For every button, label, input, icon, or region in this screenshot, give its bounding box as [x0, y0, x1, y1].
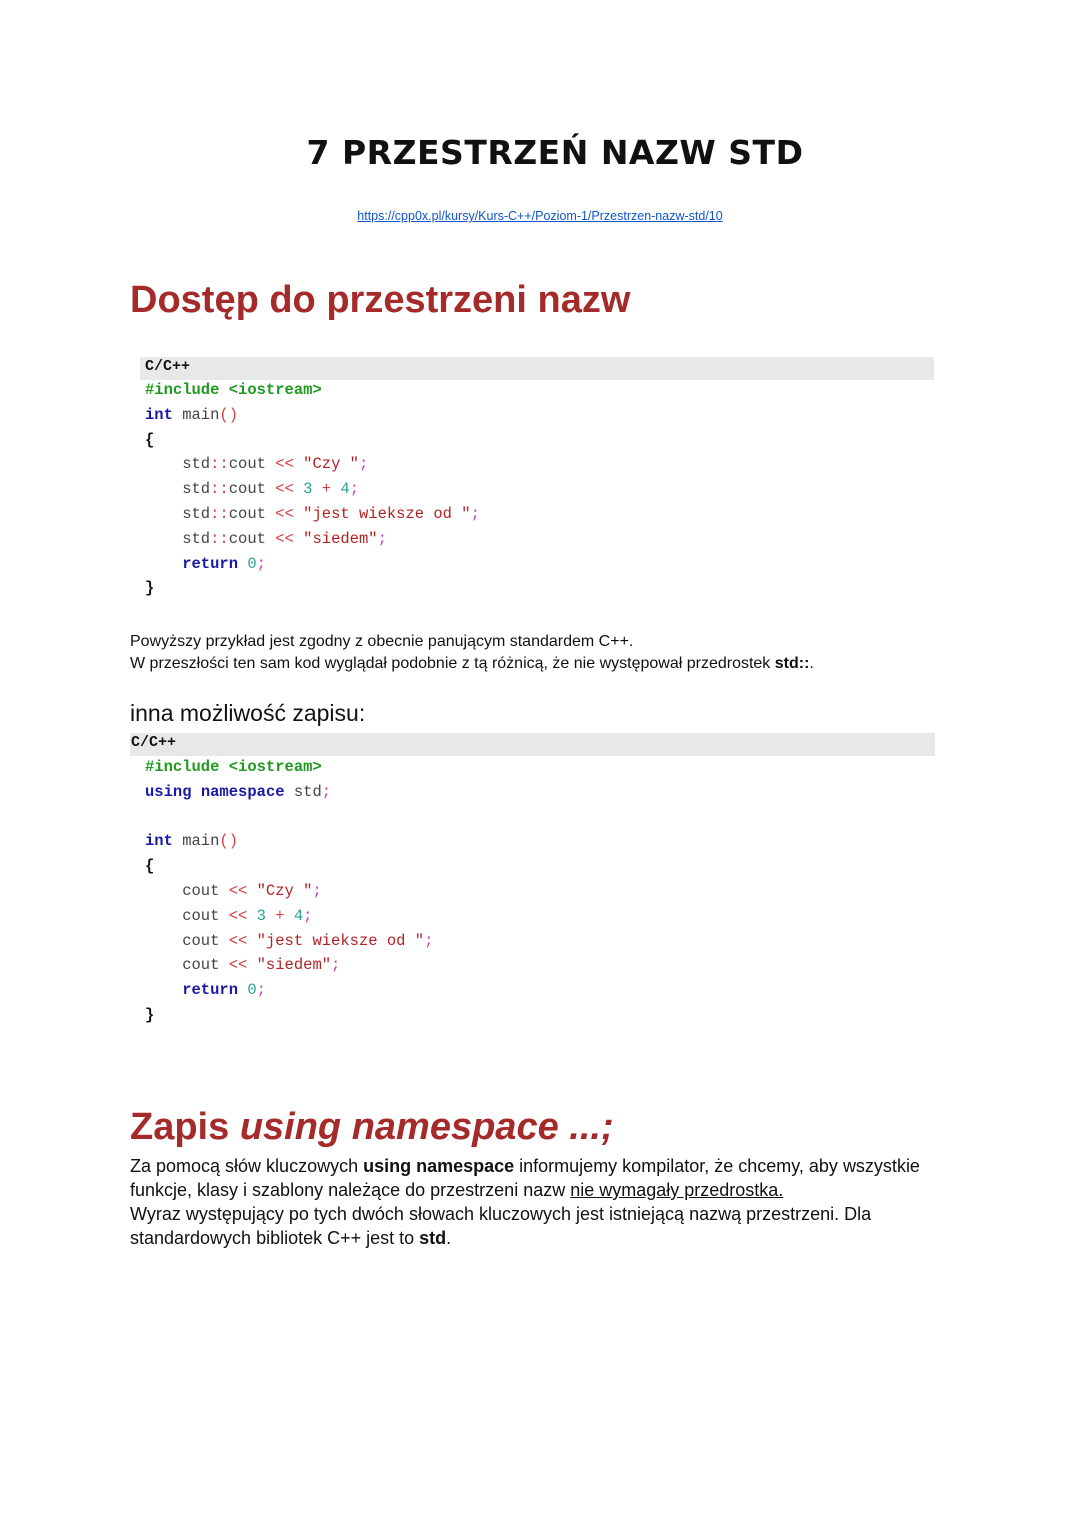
- heading-italic: using namespace ...;: [239, 1106, 614, 1148]
- code-line: #include <iostream>: [145, 758, 322, 776]
- code-line: }: [145, 579, 155, 598]
- code-header-bar-2: [130, 733, 935, 756]
- paragraph-line2-prefix: W przeszłości ten sam kod wyglądał podobnie z tą różnicą, że nie występował przedrostek: [130, 655, 775, 672]
- code-line: int main(): [145, 405, 239, 424]
- code-language-label-2: C/C++: [131, 734, 177, 751]
- source-link[interactable]: https://cpp0x.pl/kursy/Kurs-C++/Poziom-1/Przestrzen-nazw-std/10: [357, 209, 723, 223]
- p2-a: Wyraz występujący po tych dwóch słowach kluczowych jest istniejącą nazwą przestrzeni. Dla standardowych bibliotek C++ jest to: [130, 1204, 872, 1248]
- code-line: std::cout << "Czy ";: [145, 455, 369, 474]
- code-line: #include <iostream>: [145, 381, 322, 399]
- paragraph-standard: [130, 631, 814, 675]
- code-line: return 0;: [145, 554, 266, 573]
- code-header-bar: [140, 357, 934, 380]
- heading-plain: Zapis: [130, 1106, 240, 1148]
- code-line: std::cout << "jest wieksze od ";: [145, 505, 480, 523]
- p1-a: Za pomocą słów kluczowych: [130, 1156, 364, 1176]
- code-line: using namespace std;: [145, 782, 332, 801]
- code-line: {: [145, 430, 155, 449]
- p2-bold: std: [419, 1228, 447, 1248]
- code-line: int main(): [145, 832, 239, 851]
- code-line: return 0;: [145, 981, 266, 1000]
- section-heading-access: Dostęp do przestrzeni nazw: [130, 279, 631, 321]
- section-heading-using-namespace: [130, 1106, 614, 1149]
- paragraph-using-namespace: [130, 1154, 950, 1250]
- std-prefix-bold: std::: [774, 655, 810, 672]
- paragraph-line2-suffix: .: [809, 655, 814, 672]
- code-line: cout << "Czy ";: [145, 882, 322, 900]
- code-line: std::cout << "siedem";: [145, 529, 387, 548]
- code-line: }: [145, 1006, 155, 1024]
- p1-b: informujemy kompilator, że chcemy, aby wszystkie funkcje, klasy i szablony należące do przestrzeni nazw: [130, 1156, 920, 1200]
- p1-underline: nie wymagały przedrostka.: [570, 1180, 784, 1200]
- page-title: 7 PRZESTRZEŃ NAZW STD: [306, 133, 804, 172]
- code-line: cout << 3 + 4;: [145, 906, 313, 925]
- code-language-label: C/C++: [145, 358, 191, 375]
- code-line: cout << "siedem";: [145, 956, 341, 975]
- p1-bold: using namespace: [363, 1156, 515, 1176]
- code-line: {: [145, 857, 155, 876]
- code-line: std::cout << 3 + 4;: [145, 480, 359, 499]
- alternative-label: inna możliwość zapisu:: [130, 700, 366, 726]
- p2-b: .: [446, 1228, 452, 1248]
- code-line: cout << "jest wieksze od ";: [145, 931, 434, 950]
- paragraph-line1: Powyższy przykład jest zgodny z obecnie panującym standardem C++.: [130, 633, 634, 650]
